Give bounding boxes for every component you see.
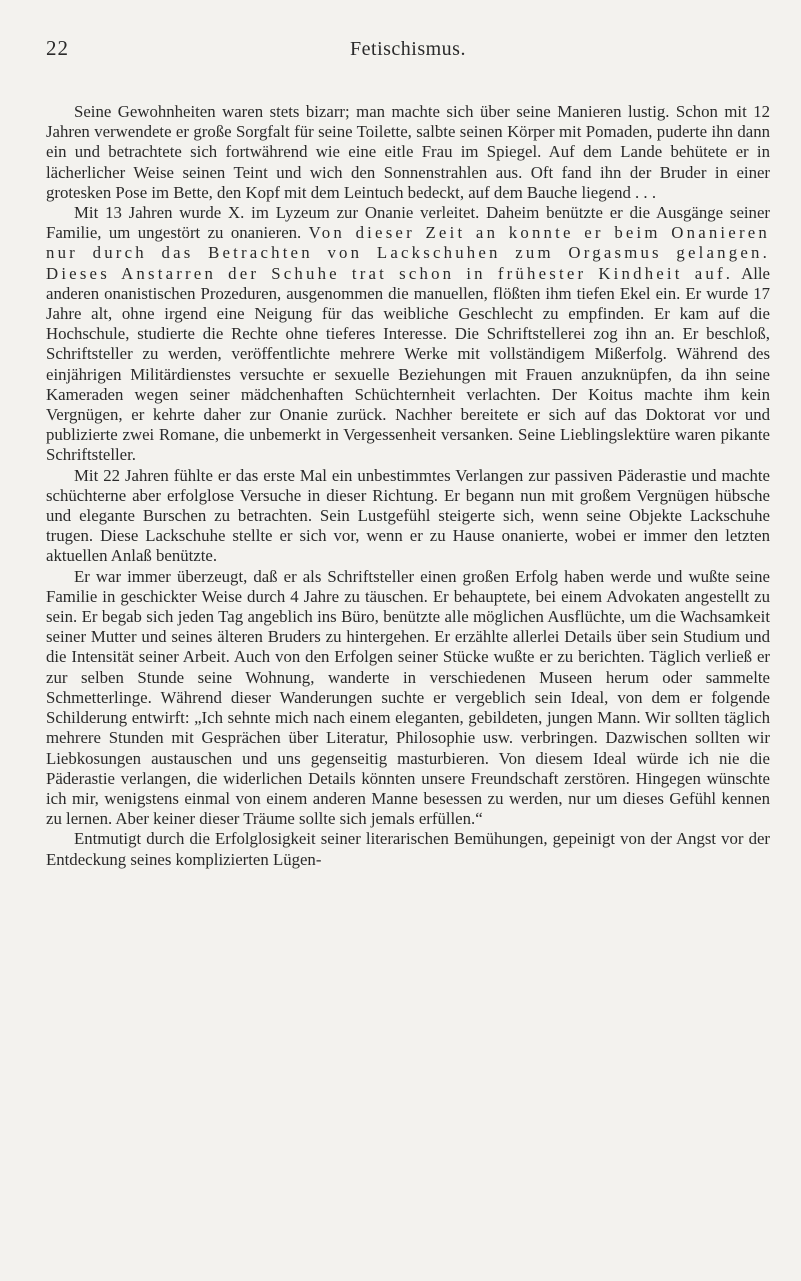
paragraph-5 [46,829,770,869]
text-segment: Seine Gewohnheiten waren stets bizarr; man machte sich über seine Manieren lustig. Schon mit 12 Jahren verwendete er große Sorgfalt für seine Toilette, salbte seinen Körper mit Pomaden, puderte ihn dann ein und betrachtete sich fortwährend wie eine eitle Frau im Spiegel. Auf dem Lande behütete er in lächerlicher Weise seinen Teint und wich den Sonnenstrahlen aus. Oft fand ihn der Bruder in einer grotesken Pose im Bette, den Kopf mit dem Leintuch bedeckt, auf dem Bauche liegend . . . [46,102,770,202]
text-segment: Entmutigt durch die Erfolglosigkeit seiner literarischen Bemühungen, gepeinigt von der Angst vor der Entdeckung seines komplizierten Lügen- [46,829,770,869]
text-segment: Alle anderen onanistischen Prozeduren, ausgenommen die manuellen, flößten ihm tiefen Ekel ein. Er wurde 17 Jahre alt, ohne irgend eine Neigung für das weibliche Geschlecht zu empfinden. Er kam auf die Hochschule, studierte die Rechte ohne tieferes Interesse. Die Schriftstellerei zog ihn an. Er beschloß, Schriftsteller zu werden, veröffentlichte mehrere Werke mit vollständigem Mißerfolg. Während des einjährigen Militärdienstes versuchte er sexuelle Beziehungen mit Frauen anzuknüpfen, da ihn seine Kameraden wegen seiner mädchenhaften Schüchternheit verlachten. Der Koitus machte ihm kein Vergnügen, er kehrte daher zur Onanie zurück. Nachher bereitete er sich auf das Doktorat vor und publizierte zwei Romane, die unbemerkt in Vergessenheit versanken. Seine Lieblingslektüre waren pikante Schriftsteller. [46,263,770,465]
book-page [46,36,770,1266]
running-head [46,36,770,76]
paragraph-2 [46,203,770,466]
paragraph-3 [46,466,770,567]
running-title: Fetischismus. [350,38,466,60]
text-segment: Mit 13 Jahren wurde X. im Lyzeum zur Onanie verleitet. Daheim benützte er die Ausgänge seiner Familie, um ungestört zu onanieren. [46,203,770,243]
text-segment: Er war immer überzeugt, daß er als Schriftsteller einen großen Erfolg haben werde und wußte seine Familie in geschickter Weise durch 4 Jahre zu täuschen. Er behauptete, bei einem Advokaten angestellt zu sein. Er begab sich jeden Tag angeblich ins Büro, benützte alle möglichen Ausflüchte, um die Wachsamkeit seiner Mutter und seines älteren Bruders zu hintergehen. Er erzählte allerlei Details über sein Studium und die Intensität seiner Arbeit. Auch von den Erfolgen seiner Stücke wußte er zu berichten. Täglich verließ er zur selben Stunde seine Wohnung, wanderte in verschiedenen Museen herum oder sammelte Schmetterlinge. Während dieser Wanderungen suchte er vergeblich sein Ideal, von dem er folgende Schilderung entwirft: „Ich sehnte mich nach einem eleganten, gebildeten, jungen Mann. Wir sollten täglich mehrere Stunden mit Gesprächen über Literatur, Philosophie usw. verbringen. Dazwischen sollten wir Liebkosungen austauschen und uns gegenseitig masturbieren. Von diesem Ideal würde ich nie die Päderastie verlangen, die widerlichen Details könnten unsere Freundschaft zerstören. Hingegen wünschte ich mir, wenigstens einmal von einem anderen Manne besessen zu werden, nur um dieses Gefühl kennen zu lernen. Aber keiner dieser Träume sollte sich jemals erfüllen.“ [46,566,770,829]
paragraph-4 [46,567,770,830]
page-number: 22 [46,36,69,60]
spaced-emphasis: Von dieser Zeit an konnte er beim Onanieren nur durch das Betrachten von Lackschuhen zum Orgasmus gelangen. Dieses Anstarren der Schuhe trat schon in frühester Kindheit auf. [46,223,770,283]
paragraph-1 [46,102,770,203]
text-segment: Mit 22 Jahren fühlte er das erste Mal ein unbestimmtes Verlangen zur passiven Päderastie und machte schüchterne aber erfolglose Versuche in dieser Richtung. Er begann nun mit großem Vergnügen hübsche und elegante Burschen zu betrachten. Sein Lustgefühl steigerte sich, wenn seine Objekte Lackschuhe trugen. Diese Lackschuhe stellte er sich vor, wenn er zu Hause onanierte, wobei er immer den letzten aktuellen Anlaß benützte. [46,465,770,566]
body-text [46,102,770,870]
